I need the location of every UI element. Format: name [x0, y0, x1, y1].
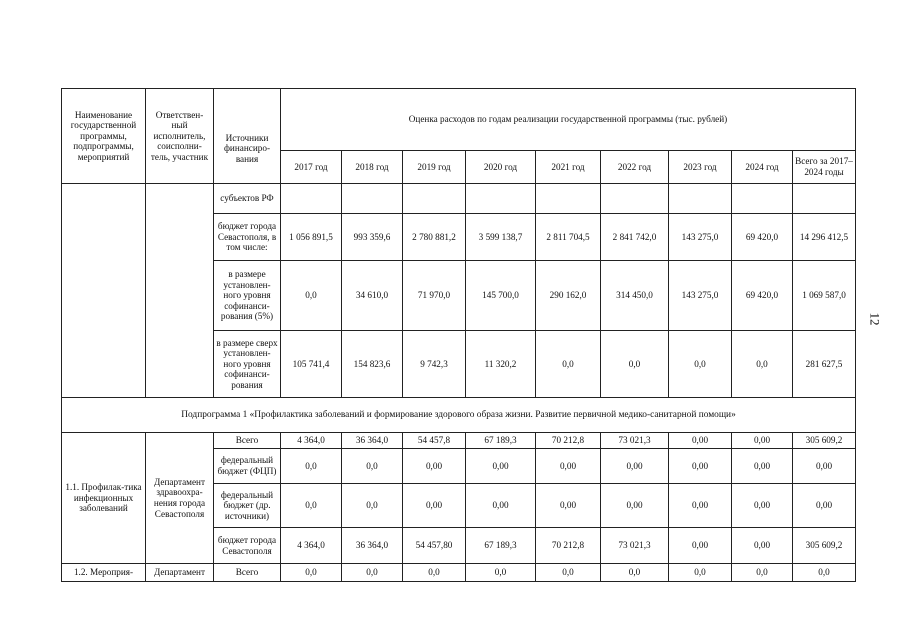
value-cell: 0,00 [732, 449, 793, 484]
value-cell: 0,00 [669, 484, 732, 528]
value-cell: 0,00 [403, 484, 466, 528]
value-cell: 2 841 742,0 [601, 214, 669, 261]
value-cell: 0,00 [403, 449, 466, 484]
value-cell [466, 184, 536, 214]
value-cell: 0,00 [732, 484, 793, 528]
value-cell: 0,00 [669, 433, 732, 449]
measure-executor: Департамент [146, 564, 214, 582]
value-cell: 0,0 [601, 331, 669, 398]
value-cell: 69 420,0 [732, 261, 793, 331]
value-cell [669, 184, 732, 214]
value-cell: 0,00 [732, 528, 793, 564]
value-cell: 0,00 [732, 433, 793, 449]
value-cell [403, 184, 466, 214]
value-cell: 0,00 [669, 449, 732, 484]
value-cell: 36 364,0 [342, 528, 403, 564]
value-cell: 0,0 [536, 331, 601, 398]
measure-name: 1.2. Мероприя- [62, 564, 146, 582]
value-cell [793, 184, 856, 214]
value-cell: 154 823,6 [342, 331, 403, 398]
table-row [62, 433, 856, 449]
funding-source-cell: федеральный бюджет (др. источники) [214, 484, 281, 528]
measure-name: 1.1. Профилак-тика инфекционных заболеваний [62, 433, 146, 564]
header-row [62, 89, 856, 151]
value-cell: 54 457,80 [403, 528, 466, 564]
header-program-name: Наименование государственной программы, подпрограммы, мероприятий [62, 89, 146, 184]
value-cell: 0,00 [601, 484, 669, 528]
value-cell: 0,00 [793, 484, 856, 528]
value-cell: 73 021,3 [601, 528, 669, 564]
year-header: 2018 год [342, 151, 403, 184]
empty-cell [62, 184, 146, 398]
measure-executor: Департамент здравоохра-нения города Севастополя [146, 433, 214, 564]
value-cell: 0,00 [793, 449, 856, 484]
value-cell: 993 359,6 [342, 214, 403, 261]
value-cell: 143 275,0 [669, 214, 732, 261]
funding-source-cell: бюджет города Севастополя, в том числе: [214, 214, 281, 261]
value-cell: 1 069 587,0 [793, 261, 856, 331]
value-cell: 0,0 [793, 564, 856, 582]
value-cell: 305 609,2 [793, 528, 856, 564]
value-cell: 0,0 [342, 449, 403, 484]
subprogram-title: Подпрограмма 1 «Профилактика заболеваний и формирование здорового образа жизни. Развитие первичной медико-санитарной помощи» [62, 398, 856, 433]
value-cell: 70 212,8 [536, 528, 601, 564]
value-cell [342, 184, 403, 214]
value-cell: 0,00 [466, 484, 536, 528]
funding-source-cell: федеральный бюджет (ФЦП) [214, 449, 281, 484]
year-header: 2024 год [732, 151, 793, 184]
value-cell [601, 184, 669, 214]
value-cell: 0,0 [669, 564, 732, 582]
value-cell: 290 162,0 [536, 261, 601, 331]
value-cell: 2 780 881,2 [403, 214, 466, 261]
value-cell: 3 599 138,7 [466, 214, 536, 261]
value-cell: 0,00 [601, 449, 669, 484]
year-header: 2023 год [669, 151, 732, 184]
value-cell: 9 742,3 [403, 331, 466, 398]
value-cell: 11 320,2 [466, 331, 536, 398]
subprogram-row [62, 398, 856, 433]
value-cell: 70 212,8 [536, 433, 601, 449]
year-header: 2019 год [403, 151, 466, 184]
value-cell: 34 610,0 [342, 261, 403, 331]
funding-source-cell: бюджет города Севастополя [214, 528, 281, 564]
value-cell: 1 056 891,5 [281, 214, 342, 261]
year-header-total: Всего за 2017–2024 годы [793, 151, 856, 184]
value-cell: 67 189,3 [466, 528, 536, 564]
value-cell: 0,0 [342, 564, 403, 582]
value-cell: 0,0 [281, 564, 342, 582]
value-cell: 0,0 [281, 261, 342, 331]
funding-source-cell: Всего [214, 433, 281, 449]
value-cell: 0,00 [466, 449, 536, 484]
table-body [62, 89, 856, 582]
value-cell: 0,00 [536, 484, 601, 528]
value-cell: 0,0 [281, 449, 342, 484]
funding-source-cell: Всего [214, 564, 281, 582]
value-cell: 0,0 [732, 331, 793, 398]
value-cell: 73 021,3 [601, 433, 669, 449]
header-executor: Ответствен-ный исполнитель, соисполни-тель, участник [146, 89, 214, 184]
funding-source-cell: в размере установлен-ного уровня софинанси-рования (5%) [214, 261, 281, 331]
year-header: 2017 год [281, 151, 342, 184]
value-cell: 0,0 [669, 331, 732, 398]
value-cell: 0,00 [536, 449, 601, 484]
value-cell: 281 627,5 [793, 331, 856, 398]
value-cell: 71 970,0 [403, 261, 466, 331]
value-cell: 69 420,0 [732, 214, 793, 261]
value-cell: 314 450,0 [601, 261, 669, 331]
value-cell [536, 184, 601, 214]
value-cell: 143 275,0 [669, 261, 732, 331]
header-estimate: Оценка расходов по годам реализации государственной программы (тыс. рублей) [281, 89, 856, 151]
value-cell: 0,0 [403, 564, 466, 582]
value-cell: 2 811 704,5 [536, 214, 601, 261]
value-cell: 67 189,3 [466, 433, 536, 449]
value-cell: 145 700,0 [466, 261, 536, 331]
value-cell: 0,00 [669, 528, 732, 564]
value-cell: 0,0 [342, 484, 403, 528]
value-cell [281, 184, 342, 214]
value-cell: 305 609,2 [793, 433, 856, 449]
year-header: 2020 год [466, 151, 536, 184]
value-cell: 4 364,0 [281, 433, 342, 449]
year-header: 2021 год [536, 151, 601, 184]
value-cell: 54 457,8 [403, 433, 466, 449]
value-cell: 0,0 [601, 564, 669, 582]
empty-cell [146, 184, 214, 398]
value-cell: 0,0 [466, 564, 536, 582]
table-row [62, 184, 856, 214]
value-cell [732, 184, 793, 214]
funding-source-cell: субъектов РФ [214, 184, 281, 214]
value-cell: 36 364,0 [342, 433, 403, 449]
value-cell: 105 741,4 [281, 331, 342, 398]
value-cell: 0,0 [281, 484, 342, 528]
table-row [62, 564, 856, 582]
header-funding-source: Источники финансиро-вания [214, 89, 281, 184]
budget-table [61, 88, 856, 582]
year-header: 2022 год [601, 151, 669, 184]
value-cell: 14 296 412,5 [793, 214, 856, 261]
funding-source-cell: в размере сверх установлен-ного уровня софинанси-рования [214, 331, 281, 398]
value-cell: 0,0 [536, 564, 601, 582]
value-cell: 0,0 [732, 564, 793, 582]
value-cell: 4 364,0 [281, 528, 342, 564]
page-number: 12 [867, 312, 883, 326]
